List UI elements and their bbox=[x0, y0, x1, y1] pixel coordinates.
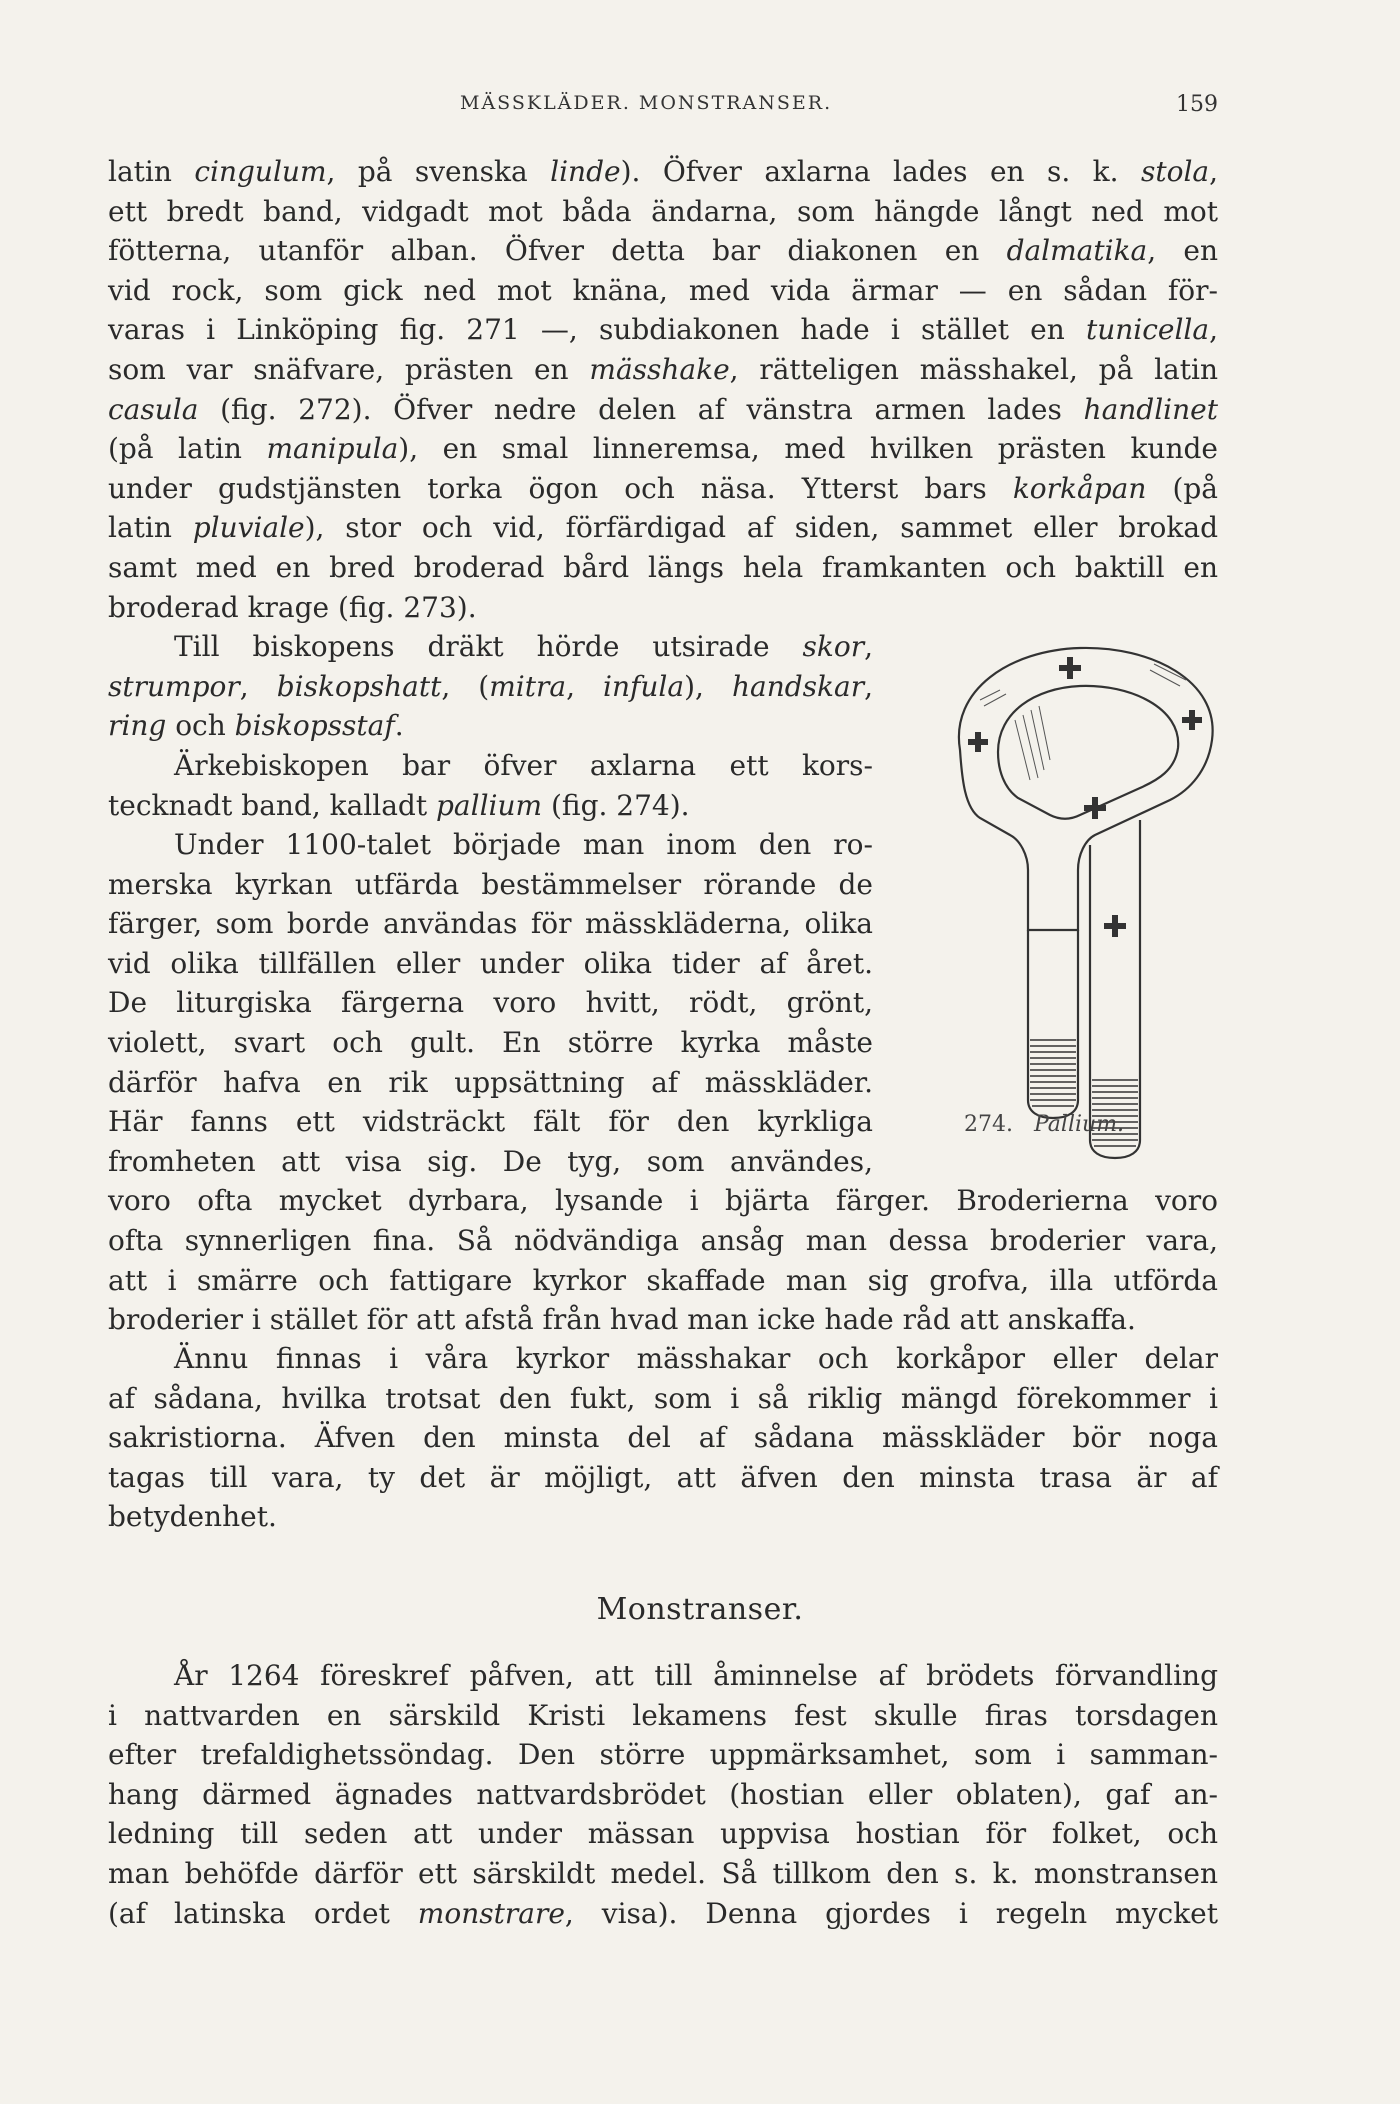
text-run: (af latinska ordet bbox=[108, 1896, 418, 1930]
text-line bbox=[108, 1379, 1218, 1419]
text-run: , bbox=[239, 669, 277, 703]
text-run: Till biskopens dräkt hörde utsirade bbox=[174, 630, 803, 663]
text-run: ofta synnerligen fina. Så nödvändiga ansåg man dessa broderier vara, bbox=[108, 1223, 1218, 1257]
italic-term: pluviale bbox=[192, 511, 305, 545]
text-run: efter trefaldighetssöndag. Den större uppmärksamhet, som i samman- bbox=[108, 1738, 1218, 1772]
text-line bbox=[108, 548, 1218, 588]
figure-caption bbox=[964, 1112, 1124, 1137]
text-run: broderad krage (fig. 273). bbox=[108, 590, 477, 624]
figure-number: 274. bbox=[964, 1112, 1013, 1137]
text-run: (fig. 272). Öfver nedre delen af vänstra armen lades bbox=[198, 392, 1084, 426]
text-run: ), bbox=[684, 669, 732, 703]
text-line bbox=[108, 1656, 1218, 1696]
text-line bbox=[108, 825, 873, 865]
text-line bbox=[108, 983, 873, 1023]
text-run: Ärkebiskopen bar öfver axlarna ett kors- bbox=[174, 749, 873, 782]
text-line bbox=[108, 1221, 1218, 1261]
text-run: hang därmed ägnades nattvardsbrödet (hostian eller oblaten), gaf an- bbox=[108, 1777, 1218, 1811]
text-run: (på latin bbox=[108, 432, 267, 466]
text-line bbox=[108, 231, 1218, 271]
text-run: voro ofta mycket dyrbara, lysande i bjärta färger. Broderierna voro bbox=[108, 1184, 1218, 1218]
text-run: färger, som borde användas för mässkläderna, olika bbox=[108, 907, 873, 941]
text-run: (på bbox=[1146, 471, 1218, 505]
text-run: tagas till vara, ty det är möjligt, att äfven den minsta trasa är af bbox=[108, 1460, 1218, 1494]
paragraph-1 bbox=[108, 152, 1218, 627]
text-line bbox=[108, 944, 873, 984]
text-line bbox=[108, 865, 873, 905]
italic-term: biskopshatt bbox=[276, 669, 442, 703]
text-line bbox=[108, 588, 1218, 628]
text-run: Under 1100-talet började man inom den ro- bbox=[174, 828, 873, 861]
pallium-illustration bbox=[920, 630, 1230, 1170]
text-line bbox=[108, 1894, 1218, 1934]
italic-term: tunicella bbox=[1085, 313, 1210, 347]
text-run: af sådana, hvilka trotsat den fukt, som i så riklig mängd förekommer i bbox=[108, 1381, 1218, 1415]
page-number: 159 bbox=[1176, 92, 1218, 117]
italic-term: strumpor bbox=[108, 669, 240, 703]
text-line bbox=[108, 1458, 1218, 1498]
text-run: År 1264 föreskref påfven, att till åminnelse af brödets förvandling bbox=[174, 1659, 1218, 1692]
text-run: (fig. 274). bbox=[542, 788, 690, 822]
text-run: broderier i stället för att afstå från hvad man icke hade råd att anskaffa. bbox=[108, 1303, 1136, 1337]
text-run: ), en smal linneremsa, med hvilken prästen kunde bbox=[398, 432, 1218, 466]
italic-term: handskar bbox=[731, 669, 865, 703]
italic-term: manipula bbox=[266, 432, 399, 466]
text-line bbox=[108, 310, 1218, 350]
text-run: , bbox=[1209, 155, 1219, 188]
text-run: , på svenska bbox=[326, 155, 551, 188]
text-run: De liturgiska färgerna voro hvitt, rödt, grönt, bbox=[108, 986, 873, 1020]
text-run: under gudstjänsten torka ögon och näsa. Ytterst bars bbox=[108, 471, 1013, 505]
italic-term: stola bbox=[1140, 155, 1210, 188]
text-run: , rätteligen mässhakel, på latin bbox=[729, 352, 1218, 386]
text-line bbox=[108, 1854, 1218, 1894]
text-line bbox=[108, 469, 1218, 509]
italic-term: pallium bbox=[436, 788, 543, 822]
text-run: , bbox=[1209, 313, 1218, 347]
text-run: fötterna, utanför alban. Öfver detta bar diakonen en bbox=[108, 234, 1007, 268]
italic-term: biskopsstaf bbox=[234, 709, 395, 743]
text-run: samt med en bred broderad bård längs hela framkanten och baktill en bbox=[108, 550, 1218, 584]
text-line bbox=[108, 1339, 1218, 1379]
text-run: ledning till seden att under mässan uppvisa hostian för folket, och bbox=[108, 1817, 1218, 1851]
italic-term: monstrare bbox=[417, 1896, 565, 1930]
text-line bbox=[108, 350, 1218, 390]
text-line bbox=[108, 192, 1218, 232]
text-line bbox=[108, 1418, 1218, 1458]
text-line bbox=[108, 1181, 1218, 1221]
italic-term: mässhake bbox=[589, 352, 730, 386]
italic-term: linde bbox=[550, 155, 621, 188]
text-line bbox=[108, 786, 873, 826]
text-run: . bbox=[394, 709, 404, 743]
text-run: latin bbox=[108, 511, 193, 545]
text-run: ), stor och vid, förfärdigad af siden, sammet eller brokad bbox=[304, 511, 1218, 545]
running-title: MÄSSKLÄDER. MONSTRANSER. bbox=[460, 92, 833, 114]
text-run: fromheten att visa sig. De tyg, som användes, bbox=[108, 1144, 873, 1178]
text-run: man behöfde därför ett särskildt medel. Så tillkom den s. k. monstransen bbox=[108, 1856, 1218, 1890]
paragraph-6 bbox=[108, 1656, 1218, 1933]
text-run: ). Öfver axlarna lades en s. k. bbox=[620, 155, 1141, 188]
paragraph-5 bbox=[108, 1339, 1218, 1537]
text-line bbox=[108, 1735, 1218, 1775]
text-line bbox=[108, 508, 1218, 548]
text-run: , en bbox=[1147, 234, 1219, 268]
text-run: som var snäfvare, prästen en bbox=[108, 352, 590, 386]
text-line bbox=[108, 271, 1218, 311]
italic-term: casula bbox=[108, 392, 199, 426]
text-run: Ännu finnas i våra kyrkor mässhakar och korkåpor eller delar bbox=[174, 1342, 1218, 1375]
italic-term: infula bbox=[603, 669, 685, 703]
italic-term: handlinet bbox=[1083, 392, 1218, 426]
text-line bbox=[108, 904, 873, 944]
text-run: tecknadt band, kalladt bbox=[108, 788, 436, 822]
text-run: , bbox=[864, 630, 873, 663]
text-run: och bbox=[166, 709, 235, 743]
text-line bbox=[108, 1696, 1218, 1736]
text-run: , visa). Denna gjordes i regeln mycket bbox=[564, 1896, 1218, 1930]
text-line bbox=[108, 706, 873, 746]
text-line bbox=[108, 746, 873, 786]
text-line bbox=[108, 1497, 1218, 1537]
text-line bbox=[108, 1063, 873, 1103]
text-line bbox=[108, 1775, 1218, 1815]
section-heading: Monstranser. bbox=[596, 1592, 804, 1627]
text-line bbox=[108, 627, 873, 667]
text-run: därför hafva en rik uppsättning af mässkläder. bbox=[108, 1065, 873, 1099]
text-run: latin bbox=[108, 155, 195, 188]
text-run: varas i Linköping fig. 271 —, subdiakonen hade i stället en bbox=[108, 313, 1086, 347]
italic-term: dalmatika bbox=[1006, 234, 1148, 268]
italic-term: korkåpan bbox=[1012, 471, 1147, 505]
text-run: vid olika tillfällen eller under olika tider af året. bbox=[108, 946, 873, 980]
text-run: Här fanns ett vidsträckt fält för den kyrkliga bbox=[108, 1105, 873, 1139]
text-line bbox=[108, 152, 1218, 192]
text-run: , bbox=[864, 669, 873, 703]
text-line bbox=[108, 1261, 1218, 1301]
text-line bbox=[108, 1300, 1218, 1340]
text-run: betydenhet. bbox=[108, 1500, 277, 1534]
text-run: , bbox=[566, 669, 604, 703]
figure-caption-text: Pallium. bbox=[1033, 1112, 1125, 1137]
text-line bbox=[108, 1102, 873, 1142]
text-run: sakristiorna. Äfven den minsta del af sådana mässkläder bör noga bbox=[108, 1421, 1218, 1455]
text-line bbox=[108, 1814, 1218, 1854]
text-run: vid rock, som gick ned mot knäna, med vida ärmar — en sådan för- bbox=[108, 273, 1218, 307]
text-run: violett, svart och gult. En större kyrka måste bbox=[108, 1025, 873, 1059]
text-run: i nattvarden en särskild Kristi lekamens fest skulle firas torsdagen bbox=[108, 1698, 1218, 1732]
text-run: , ( bbox=[441, 669, 490, 703]
italic-term: ring bbox=[108, 709, 167, 743]
text-line bbox=[108, 1023, 873, 1063]
italic-term: cingulum bbox=[194, 155, 327, 188]
text-line bbox=[108, 667, 873, 707]
text-line bbox=[108, 429, 1218, 469]
text-line bbox=[108, 390, 1218, 430]
text-run: merska kyrkan utfärda bestämmelser rörande de bbox=[108, 867, 873, 901]
italic-term: skor bbox=[802, 630, 865, 663]
text-run: att i smärre och fattigare kyrkor skaffade man sig grofva, illa utförda bbox=[108, 1263, 1218, 1297]
text-line bbox=[108, 1142, 873, 1182]
text-run: ett bredt band, vidgadt mot båda ändarna, som hängde långt ned mot bbox=[108, 194, 1218, 228]
italic-term: mitra bbox=[489, 669, 567, 703]
